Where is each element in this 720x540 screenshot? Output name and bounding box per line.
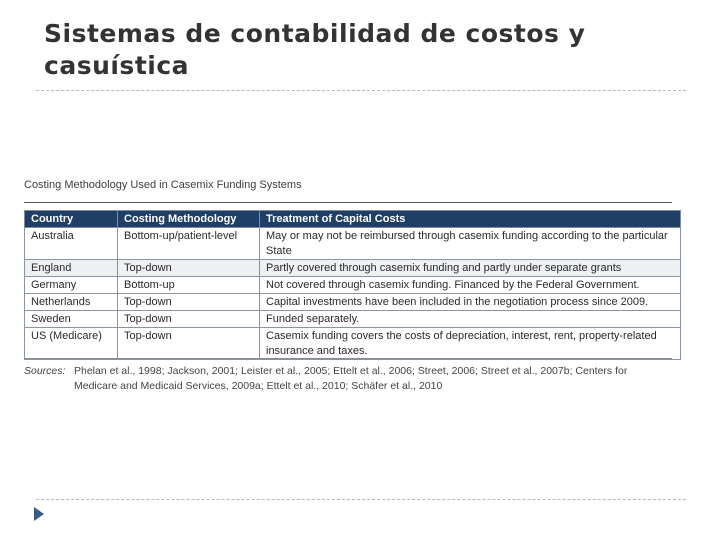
cell-country: Germany — [25, 277, 118, 294]
sources-text: Phelan et al., 1998; Jackson, 2001; Leister et al., 2005; Ettelt et al., 2006; Street, 2006; Street et al., 2007b; Centers for Medicare and Medicaid Services, 2009a; Ettelt et al., 2010; Schäfer et al., 2010 — [74, 365, 628, 392]
caption-rule — [24, 202, 672, 203]
cell-methodology: Top-down — [118, 294, 260, 311]
table-caption: Costing Methodology Used in Casemix Funding Systems — [24, 179, 302, 191]
cell-capital-costs: May or may not be reimbursed through casemix funding according to the particular State — [260, 228, 681, 260]
cell-country: England — [25, 260, 118, 277]
table-row — [25, 277, 681, 294]
table-row — [25, 294, 681, 311]
cell-capital-costs: Partly covered through casemix funding and partly under separate grants — [260, 260, 681, 277]
cell-country: US (Medicare) — [25, 328, 118, 360]
header-capital-costs: Treatment of Capital Costs — [260, 211, 681, 228]
slide-title: Sistemas de contabilidad de costos y casuística — [44, 19, 586, 80]
cell-methodology: Top-down — [118, 328, 260, 360]
table-row — [25, 328, 681, 360]
table-row — [25, 311, 681, 328]
cell-methodology: Top-down — [118, 311, 260, 328]
table-row — [25, 228, 681, 260]
costing-methodology-table — [24, 210, 681, 360]
cell-capital-costs: Funded separately. — [260, 311, 681, 328]
table-header-row — [25, 211, 681, 228]
triangle-right-icon[interactable] — [34, 507, 44, 521]
cell-methodology: Bottom-up/patient-level — [118, 228, 260, 260]
table-bottom-rule — [24, 358, 672, 359]
cell-country: Sweden — [25, 311, 118, 328]
cell-capital-costs: Casemix funding covers the costs of depreciation, interest, rent, property-related insurance and taxes. — [260, 328, 681, 360]
header-costing-methodology: Costing Methodology — [118, 211, 260, 228]
sources-label: Sources: — [24, 365, 66, 377]
cell-country: Australia — [25, 228, 118, 260]
cell-country: Netherlands — [25, 294, 118, 311]
cell-capital-costs: Not covered through casemix funding. Financed by the Federal Government. — [260, 277, 681, 294]
bottom-divider — [36, 499, 686, 500]
cell-methodology: Top-down — [118, 260, 260, 277]
header-country: Country — [25, 211, 118, 228]
table-row — [25, 260, 681, 277]
cell-capital-costs: Capital investments have been included in the negotiation process since 2009. — [260, 294, 681, 311]
cell-methodology: Bottom-up — [118, 277, 260, 294]
top-divider — [36, 90, 686, 91]
